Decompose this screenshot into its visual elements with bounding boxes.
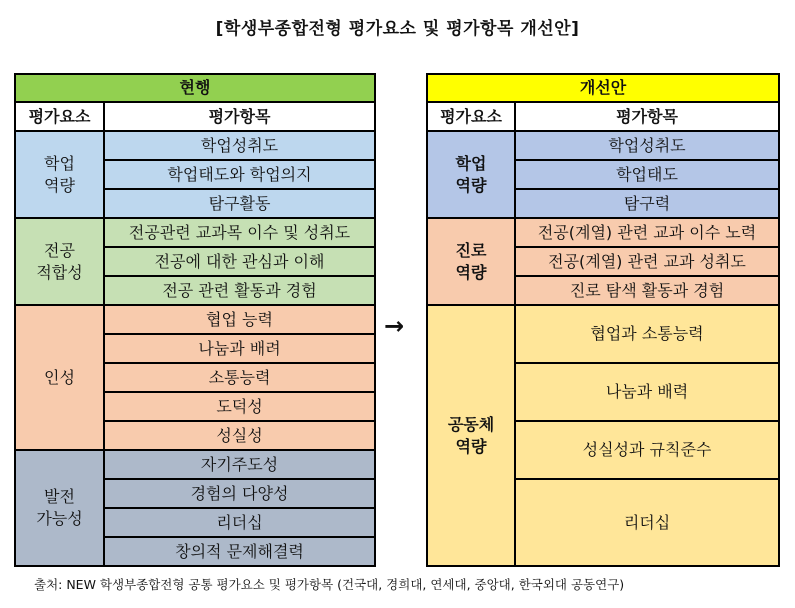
improved-item: 전공(계열) 관련 교과 성취도 bbox=[515, 247, 779, 276]
current-element-potential bbox=[15, 450, 104, 566]
current-item: 탐구활동 bbox=[104, 189, 375, 218]
current-item: 전공 관련 활동과 경험 bbox=[104, 276, 375, 305]
improved-item: 탐구력 bbox=[515, 189, 779, 218]
current-item: 협업 능력 bbox=[104, 305, 375, 334]
table-row bbox=[427, 305, 779, 363]
table-row bbox=[427, 218, 779, 247]
current-heading: 현행 bbox=[15, 74, 375, 102]
improved-item: 진로 탐색 활동과 경험 bbox=[515, 276, 779, 305]
arrow-right-icon: → bbox=[384, 312, 405, 340]
table-row bbox=[15, 305, 375, 334]
current-criteria-table bbox=[14, 73, 376, 567]
element-label: 전공 적합성 bbox=[36, 240, 83, 282]
improved-element-community bbox=[427, 305, 515, 566]
improved-item: 전공(계열) 관련 교과 이수 노력 bbox=[515, 218, 779, 247]
current-item: 자기주도성 bbox=[104, 450, 375, 479]
current-item: 경험의 다양성 bbox=[104, 479, 375, 508]
current-item: 성실성 bbox=[104, 421, 375, 450]
current-item: 리더십 bbox=[104, 508, 375, 537]
source-note: 출처: NEW 학생부종합전형 공통 평가요소 및 평가항목 (건국대, 경희대, 연세대, 중앙대, 한국외대 공동연구) bbox=[34, 577, 625, 592]
improved-heading: 개선안 bbox=[427, 74, 779, 102]
improved-element-academic bbox=[427, 131, 515, 218]
improved-item: 나눔과 배력 bbox=[515, 363, 779, 421]
table-row bbox=[15, 218, 375, 247]
current-item: 도덕성 bbox=[104, 392, 375, 421]
improved-item: 협업과 소통능력 bbox=[515, 305, 779, 363]
table-row bbox=[427, 131, 779, 160]
element-label: 학업 역량 bbox=[455, 153, 487, 195]
improved-item-column-header: 평가항목 bbox=[515, 102, 779, 131]
table-row bbox=[15, 450, 375, 479]
element-label: 진로 역량 bbox=[455, 240, 487, 282]
current-item: 전공에 대한 관심과 이해 bbox=[104, 247, 375, 276]
current-item-column-header: 평가항목 bbox=[104, 102, 375, 131]
improved-element-career bbox=[427, 218, 515, 305]
current-element-column-header: 평가요소 bbox=[15, 102, 104, 131]
improved-item: 학업태도 bbox=[515, 160, 779, 189]
current-element-academic bbox=[15, 131, 104, 218]
element-label: 공동체 역량 bbox=[447, 414, 495, 456]
improved-item: 리더십 bbox=[515, 479, 779, 566]
element-label: 인성 bbox=[44, 367, 75, 387]
current-item: 전공관련 교과목 이수 및 성취도 bbox=[104, 218, 375, 247]
current-element-character bbox=[15, 305, 104, 450]
current-item: 창의적 문제해결력 bbox=[104, 537, 375, 566]
current-item: 소통능력 bbox=[104, 363, 375, 392]
table-row bbox=[15, 131, 375, 160]
current-item: 학업태도와 학업의지 bbox=[104, 160, 375, 189]
improved-item: 성실성과 규칙준수 bbox=[515, 421, 779, 479]
page-title: [학생부종합전형 평가요소 및 평가항목 개선안] bbox=[215, 19, 580, 39]
improved-item: 학업성취도 bbox=[515, 131, 779, 160]
element-label: 발전 가능성 bbox=[36, 487, 83, 528]
current-element-major-fit bbox=[15, 218, 104, 305]
element-label: 학업 역량 bbox=[44, 153, 75, 195]
improved-element-column-header: 평가요소 bbox=[427, 102, 515, 131]
current-item: 나눔과 배려 bbox=[104, 334, 375, 363]
improved-criteria-table bbox=[426, 73, 780, 567]
current-item: 학업성취도 bbox=[104, 131, 375, 160]
